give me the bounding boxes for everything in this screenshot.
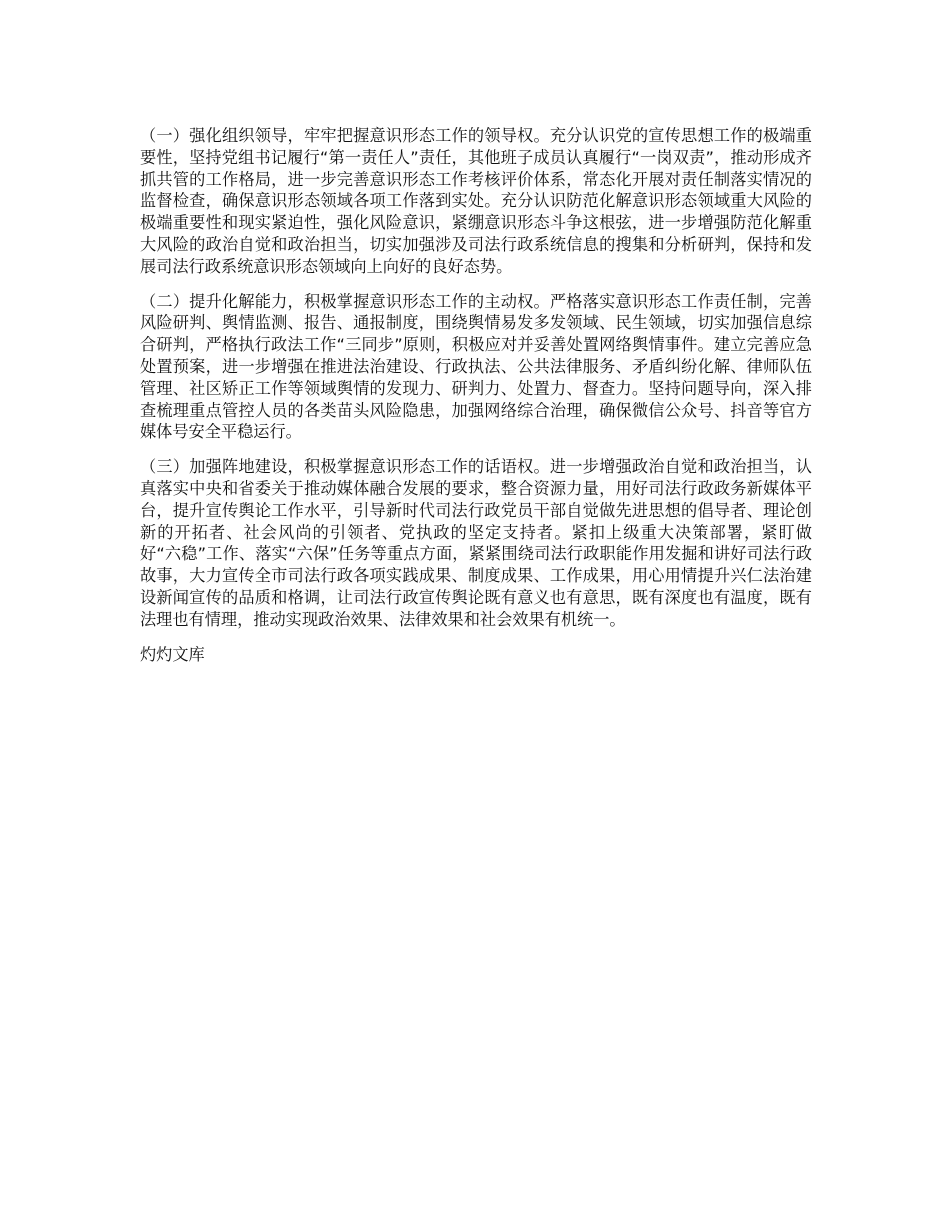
- document-page: [140, 125, 812, 665]
- footer-source-label: 灼灼文库: [140, 644, 205, 664]
- paragraph-3: （三）加强阵地建设，积极掌握意识形态工作的话语权。进一步增强政治自觉和政治担当，认真落实中央和省委关于推动媒体融合发展的要求，整合资源力量，用好司法行政政务新媒体平台，提升宣传舆论工作水平，引导新时代司法行政党员干部自觉做先进思想的倡导者、理论创新的开拓者、社会风尚的引领者、党执政的坚定支持者。紧扣上级重大决策部署，紧盯做好“六稳”工作、落实“六保”任务等重点方面，紧紧围绕司法行政职能作用发掘和讲好司法行政故事，大力宣传全市司法行政各项实践成果、制度成果、工作成果，用心用情提升兴仁法治建设新闻宣传的品质和格调，让司法行政宣传舆论既有意义也有意思，既有深度也有温度，既有法理也有情理，推动实现政治效果、法律效果和社会效果有机统一。: [140, 457, 812, 629]
- paragraph-2: （二）提升化解能力，积极掌握意识形态工作的主动权。严格落实意识形态工作责任制，完善风险研判、舆情监测、报告、通报制度，围绕舆情易发多发领域、民生领域，切实加强信息综合研判，严格执行政法工作“三同步”原则，积极应对并妥善处置网络舆情事件。建立完善应急处置预案，进一步增强在推进法治建设、行政执法、公共法律服务、矛盾纠纷化解、律师队伍管理、社区矫正工作等领域舆情的发现力、研判力、处置力、督查力。坚持问题导向，深入排查梳理重点管控人员的各类苗头风险隐患，加强网络综合治理，确保微信公众号、抖音等官方媒体号安全平稳运行。: [140, 291, 812, 442]
- paragraph-1: （一）强化组织领导，牢牢把握意识形态工作的领导权。充分认识党的宣传思想工作的极端重要性，坚持党组书记履行“第一责任人”责任，其他班子成员认真履行“一岗双责”，推动形成齐抓共管的工作格局，进一步完善意识形态工作考核评价体系，常态化开展对责任制落实情况的监督检查，确保意识形态领域各项工作落到实处。充分认识防范化解意识形态领域重大风险的极端重要性和现实紧迫性，强化风险意识，紧绷意识形态斗争这根弦，进一步增强防范化解重大风险的政治自觉和政治担当，切实加强涉及司法行政系统信息的搜集和分析研判，保持和发展司法行政系统意识形态领域向上向好的良好态势。: [140, 126, 812, 276]
